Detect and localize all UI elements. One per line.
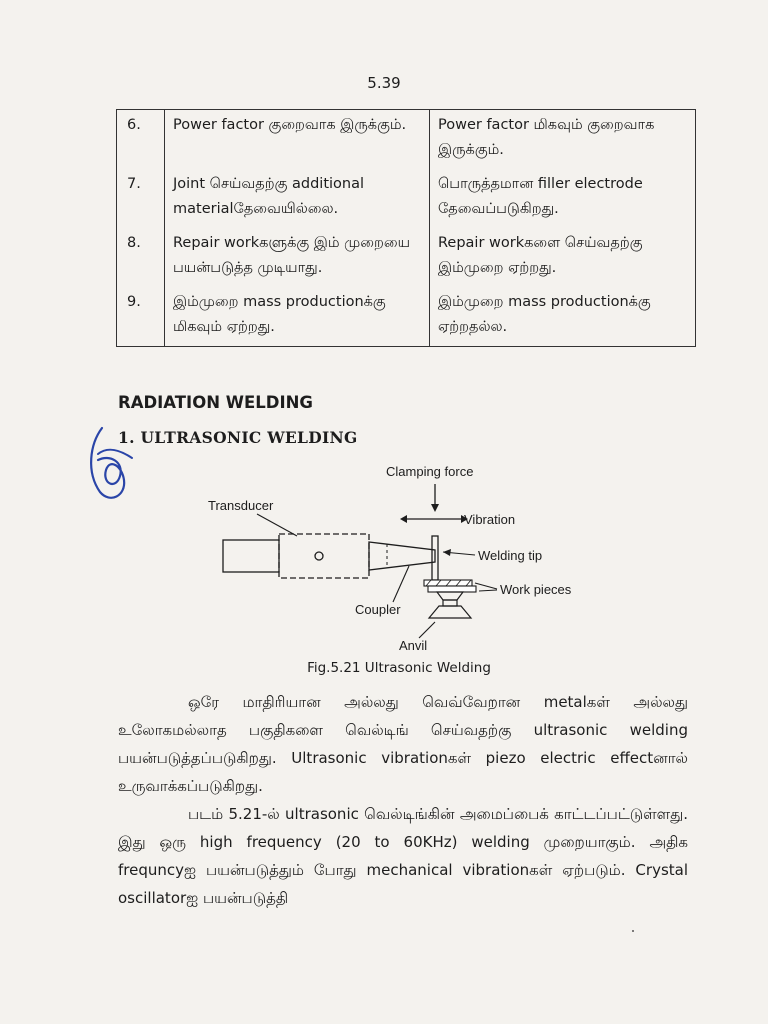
label-coupler: Coupler bbox=[355, 602, 401, 617]
label-vibration: Vibration bbox=[464, 512, 516, 527]
table-cell-right: பொருத்தமான filler electrode தேவைப்படுகிறது. bbox=[430, 169, 696, 228]
table-cell-left: Repair workகளுக்கு இம் முறையை பயன்படுத்த முடியாது. bbox=[165, 228, 430, 287]
table-row bbox=[117, 287, 696, 347]
body-paragraph: ஒரே மாதிரியான அல்லது வெவ்வேறான metalகள் அல்லது உலோகமல்லாத பகுதிகளை வெல்டிங் செய்வதற்கு ultrasonic welding பயன்படுத்தப்படுகிறது. Ultrasonic vibrationகள் piezo electric effectனால் உருவாக்கப்படுகிறது. bbox=[118, 693, 688, 795]
table-row bbox=[117, 169, 696, 228]
body-paragraph: படம் 5.21-ல் ultrasonic வெல்டிங்கின் அமைப்பைக் காட்டப்பட்டுள்ளது. இது ஒரு high frequency (20 to 60KHz) welding முறையாகும். அதிக frequncyஐ பயன்படுத்தும் போது mechanical vibrationகள் ஏற்படும். Crystal oscillatorஐ பயன்படுத்தி bbox=[118, 805, 688, 907]
figure-caption: Fig.5.21 Ultrasonic Welding bbox=[307, 660, 491, 676]
row-number: 9. bbox=[117, 287, 165, 347]
comparison-table bbox=[116, 109, 696, 347]
page-number: 5.39 bbox=[367, 74, 401, 92]
row-number: 6. bbox=[117, 110, 165, 170]
row-number: 7. bbox=[117, 169, 165, 228]
table-cell-right: Power factor மிகவும் குறைவாக இருக்கும். bbox=[430, 110, 696, 170]
handwritten-scribble-icon bbox=[80, 424, 140, 504]
table-cell-left: Power factor குறைவாக இருக்கும். bbox=[165, 110, 430, 170]
table-row bbox=[117, 110, 696, 170]
ultrasonic-welding-diagram bbox=[195, 456, 615, 656]
label-transducer: Transducer bbox=[208, 498, 274, 513]
label-work-pieces: Work pieces bbox=[500, 582, 572, 597]
table-cell-left: Joint செய்வதற்கு additional materialதேவையில்லை. bbox=[165, 169, 430, 228]
label-clamping-force: Clamping force bbox=[386, 464, 474, 479]
table-cell-left: இம்முறை mass productionக்கு மிகவும் ஏற்றது. bbox=[165, 287, 430, 347]
label-welding-tip: Welding tip bbox=[478, 548, 543, 563]
label-anvil: Anvil bbox=[399, 638, 428, 653]
section-heading: RADIATION WELDING bbox=[118, 393, 313, 412]
table-cell-right: இம்முறை mass productionக்கு ஏற்றதல்ல. bbox=[430, 287, 696, 347]
row-number: 8. bbox=[117, 228, 165, 287]
page-speck bbox=[632, 930, 634, 932]
table-row bbox=[117, 228, 696, 287]
table-cell-right: Repair workகளை செய்வதற்கு இம்முறை ஏற்றது. bbox=[430, 228, 696, 287]
subsection-heading: 1. ULTRASONIC WELDING bbox=[118, 428, 358, 447]
